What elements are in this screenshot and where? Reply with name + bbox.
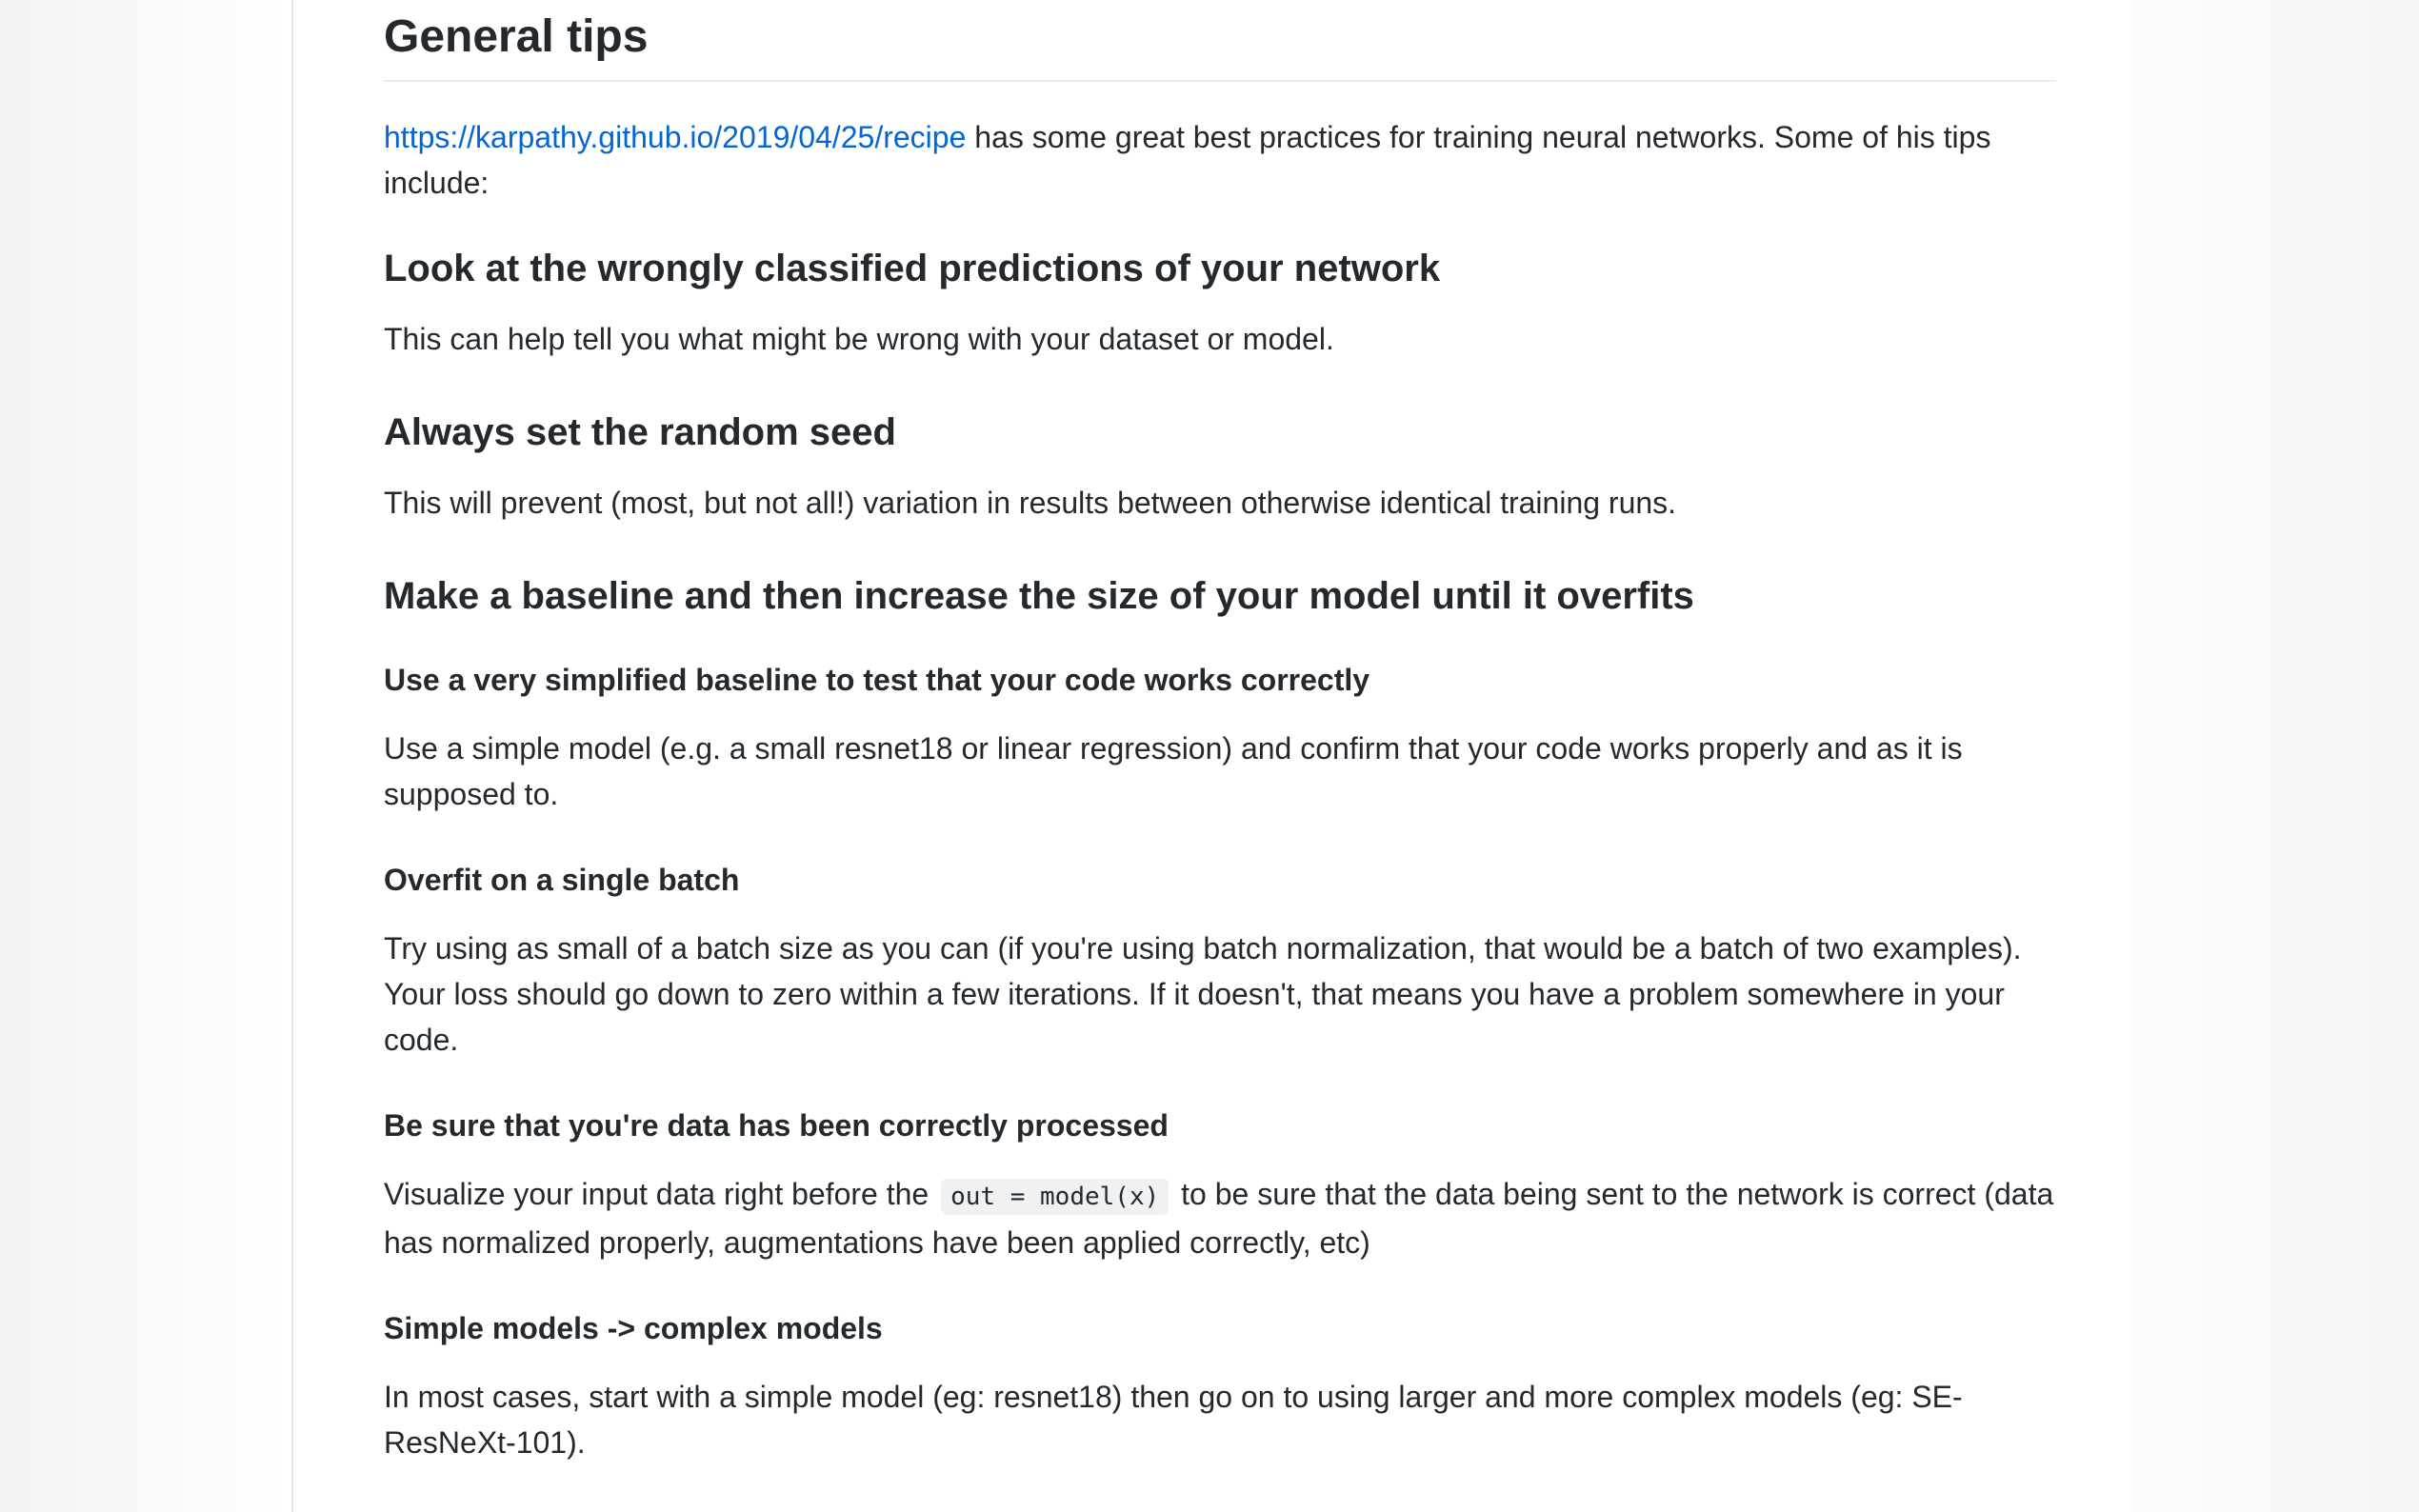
subtip-body-data-processed-after: to be sure that the data being sent to the network is correct (data has normalized properly, augmentations have been applied correctly, etc) <box>384 1177 2054 1260</box>
subtip-heading-overfit-batch: Overfit on a single batch <box>384 863 740 897</box>
tip-body-wrong-predictions: This can help tell you what might be wrong with your dataset or model. <box>384 322 1334 356</box>
subtip-body-data-processed-before: Visualize your input data right before the <box>384 1177 938 1211</box>
subtip-body-overfit-batch: Try using as small of a batch size as you can (if you're using batch normalization, that would be a batch of two examples). Your loss should go down to zero within a few iterations. If it doesn't, that means you have a problem somewhere in your code. <box>384 931 2022 1057</box>
karpathy-recipe-link[interactable]: https://karpathy.github.io/2019/04/25/recipe <box>384 120 967 154</box>
subtip-heading-data-processed: Be sure that you're data has been correctly processed <box>384 1108 1169 1143</box>
intro-paragraph <box>384 114 2056 206</box>
tip-heading-random-seed: Always set the random seed <box>384 411 896 453</box>
subtip-body-simple-to-complex: In most cases, start with a simple model (eg: resnet18) then go on to using larger and more complex models (eg: SE-ResNeXt-101). <box>384 1380 1963 1460</box>
subtip-body-data-processed <box>384 1171 2056 1265</box>
subtip-heading-simple-to-complex: Simple models -> complex models <box>384 1311 883 1345</box>
section-title: General tips <box>384 0 2056 82</box>
article-container <box>291 0 2129 1512</box>
tip-body-random-seed: This will prevent (most, but not all!) variation in results between otherwise identical training runs. <box>384 486 1677 520</box>
intro-text: has some great best practices for training neural networks. Some of his tips include: <box>384 120 1991 200</box>
article-content <box>384 0 2056 1465</box>
inline-code-model-call: out = model(x) <box>941 1179 1169 1215</box>
tip-heading-baseline: Make a baseline and then increase the size of your model until it overfits <box>384 575 1694 617</box>
subtip-heading-simplified-baseline: Use a very simplified baseline to test that your code works correctly <box>384 663 1370 697</box>
subtip-body-simplified-baseline: Use a simple model (e.g. a small resnet18 or linear regression) and confirm that your code works properly and as it is supposed to. <box>384 731 1963 811</box>
tip-heading-wrong-predictions: Look at the wrongly classified predictions of your network <box>384 248 1441 289</box>
